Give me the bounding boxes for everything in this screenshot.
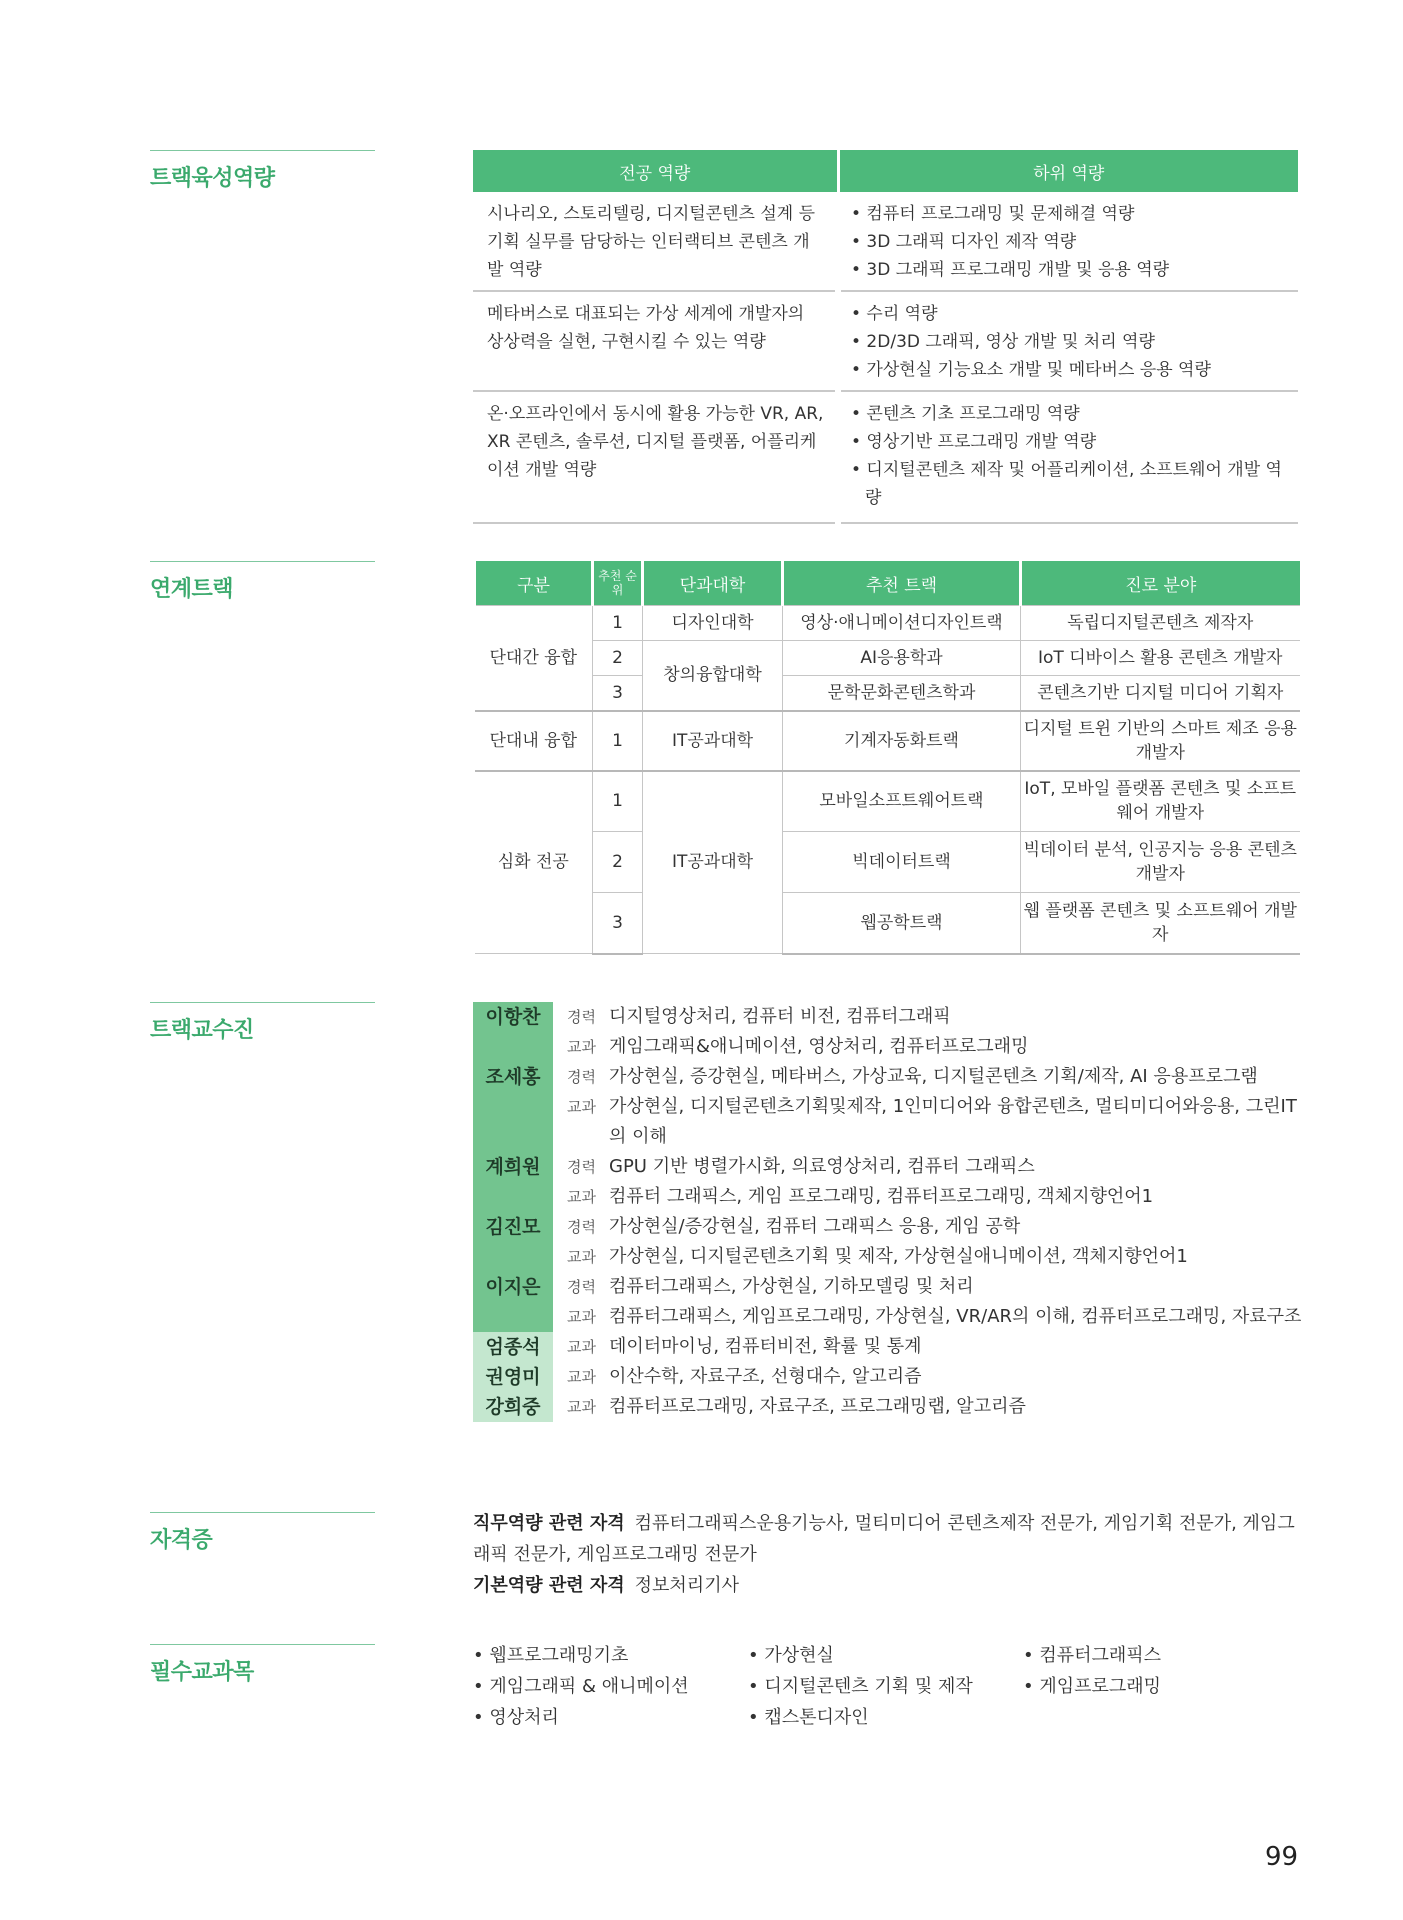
section-head-professors: 트랙교수진 bbox=[150, 1002, 375, 1044]
career-cell: IoT 디바이스 활용 콘텐츠 개발자 bbox=[1021, 641, 1300, 676]
category-cell: 단대간 융합 bbox=[475, 606, 593, 711]
job-cert-text: 컴퓨터그래픽스운용기능사, 멀티미디어 콘텐츠제작 전문가, 게임기획 전문가, 게임그래픽 전문가, 게임프로그래밍 전문가 bbox=[473, 1513, 1295, 1565]
linked-track-table bbox=[473, 561, 1300, 955]
category-cell: 단대내 융합 bbox=[475, 711, 593, 771]
header-category: 구분 bbox=[475, 561, 593, 606]
list-item: • 게임프로그래밍 bbox=[1023, 1676, 1162, 1697]
track-cell: 기계자동화트랙 bbox=[783, 711, 1021, 771]
certificates-block bbox=[473, 1508, 1303, 1601]
courses-label: 교과 bbox=[567, 1398, 596, 1416]
list-item: • 컴퓨터그래픽스 bbox=[1023, 1645, 1162, 1666]
page-number: 99 bbox=[1265, 1842, 1299, 1872]
header-career: 진로 분야 bbox=[1021, 561, 1300, 606]
career-cell: 웹 플랫폼 콘텐츠 및 소프트웨어 개발자 bbox=[1021, 893, 1300, 954]
rank-cell: 3 bbox=[593, 893, 643, 954]
table-row bbox=[473, 291, 1298, 391]
list-item: • 가상현실 bbox=[748, 1645, 834, 1666]
career-text: 디지털영상처리, 컴퓨터 비전, 컴퓨터그래픽 bbox=[609, 1006, 951, 1027]
courses-label: 교과 bbox=[567, 1038, 596, 1056]
professor-name: 계희원 bbox=[473, 1152, 553, 1212]
rank-cell: 1 bbox=[593, 606, 643, 641]
table-row bbox=[475, 832, 1300, 893]
table-row bbox=[475, 771, 1300, 832]
section-head-linked: 연계트랙 bbox=[150, 561, 375, 603]
courses-text: 게임그래픽&애니메이션, 영상처리, 컴퓨터프로그래밍 bbox=[609, 1036, 1029, 1057]
header-track: 추천 트랙 bbox=[783, 561, 1021, 606]
required-courses-list bbox=[473, 1640, 1303, 1733]
list-item: • 디지털콘텐츠 제작 및 어플리케이션, 소프트웨어 개발 역량 bbox=[851, 460, 1282, 508]
courses-text: 컴퓨터 그래픽스, 게임 프로그래밍, 컴퓨터프로그래밍, 객체지향언어1 bbox=[609, 1186, 1154, 1207]
college-cell: IT공과대학 bbox=[643, 771, 783, 954]
sub-competency-list bbox=[838, 192, 1298, 291]
career-cell: 디지털 트윈 기반의 스마트 제조 응용 개발자 bbox=[1021, 711, 1300, 771]
track-cell: AI응용학과 bbox=[783, 641, 1021, 676]
list-item: • 컴퓨터 프로그래밍 및 문제해결 역량 bbox=[851, 204, 1135, 224]
basic-cert-text: 정보처리기사 bbox=[634, 1575, 739, 1596]
category-cell: 심화 전공 bbox=[475, 771, 593, 954]
professor-row bbox=[473, 1152, 1313, 1212]
major-competency: 온·오프라인에서 동시에 활용 가능한 VR, AR, XR 콘텐츠, 솔루션, 디지털 플랫폼, 어플리케이션 개발 역량 bbox=[473, 391, 838, 523]
courses-text: 이산수학, 자료구조, 선형대수, 알고리즘 bbox=[609, 1366, 922, 1387]
track-cell: 빅데이터트랙 bbox=[783, 832, 1021, 893]
sub-competency-list bbox=[838, 391, 1298, 523]
list-item: • 가상현실 기능요소 개발 및 메타버스 응용 역량 bbox=[851, 360, 1211, 380]
professor-name: 강희중 bbox=[473, 1392, 553, 1422]
career-label: 경력 bbox=[567, 1278, 596, 1296]
courses-label: 교과 bbox=[567, 1308, 596, 1326]
table-row bbox=[475, 893, 1300, 954]
sub-competency-list bbox=[838, 291, 1298, 391]
table-row bbox=[475, 606, 1300, 641]
professor-row bbox=[473, 1212, 1313, 1272]
career-label: 경력 bbox=[567, 1218, 596, 1236]
list-item: • 영상처리 bbox=[473, 1707, 559, 1728]
professor-row bbox=[473, 1332, 1313, 1362]
track-cell: 웹공학트랙 bbox=[783, 893, 1021, 954]
professor-name: 이항찬 bbox=[473, 1002, 553, 1062]
major-competency: 시나리오, 스토리텔링, 디지털콘텐츠 설계 등 기획 실무를 담당하는 인터랙티브 콘텐츠 개발 역량 bbox=[473, 192, 838, 291]
career-text: 가상현실, 증강현실, 메타버스, 가상교육, 디지털콘텐츠 기획/제작, AI 응용프로그램 bbox=[609, 1066, 1258, 1087]
table-row bbox=[475, 711, 1300, 771]
courses-text: 컴퓨터프로그래밍, 자료구조, 프로그래밍랩, 알고리즘 bbox=[609, 1396, 1026, 1417]
courses-label: 교과 bbox=[567, 1368, 596, 1386]
college-cell: 디자인대학 bbox=[643, 606, 783, 641]
professor-name: 조세홍 bbox=[473, 1062, 553, 1152]
professor-row bbox=[473, 1272, 1313, 1332]
table-row bbox=[473, 391, 1298, 523]
list-item: • 캡스톤디자인 bbox=[748, 1707, 869, 1728]
competency-table bbox=[473, 150, 1298, 524]
career-label: 경력 bbox=[567, 1158, 596, 1176]
list-item: • 웹프로그래밍기초 bbox=[473, 1645, 629, 1666]
table-row bbox=[473, 192, 1298, 291]
college-cell: 창의융합대학 bbox=[643, 641, 783, 711]
list-item: • 3D 그래픽 프로그래밍 개발 및 응용 역량 bbox=[851, 260, 1170, 280]
courses-text: 데이터마이닝, 컴퓨터비전, 확률 및 통계 bbox=[609, 1336, 922, 1357]
professor-name: 이지은 bbox=[473, 1272, 553, 1332]
major-competency: 메타버스로 대표되는 가상 세계에 개발자의 상상력을 실현, 구현시킬 수 있는 역량 bbox=[473, 291, 838, 391]
rank-cell: 1 bbox=[593, 771, 643, 832]
college-cell: IT공과대학 bbox=[643, 711, 783, 771]
table-row bbox=[475, 676, 1300, 711]
list-item: • 3D 그래픽 디자인 제작 역량 bbox=[851, 232, 1077, 252]
job-cert-label: 직무역량 관련 자격 bbox=[473, 1513, 625, 1534]
list-item: • 디지털콘텐츠 기획 및 제작 bbox=[748, 1676, 973, 1697]
list-item: • 콘텐츠 기초 프로그래밍 역량 bbox=[851, 404, 1080, 424]
courses-text: 컴퓨터그래픽스, 게임프로그래밍, 가상현실, VR/AR의 이해, 컴퓨터프로그래밍, 자료구조 bbox=[609, 1306, 1302, 1327]
track-cell: 문학문화콘텐츠학과 bbox=[783, 676, 1021, 711]
courses-text: 가상현실, 디지털콘텐츠기획및제작, 1인미디어와 융합콘텐츠, 멀티미디어와응용, 그린IT의 이해 bbox=[609, 1096, 1297, 1147]
track-cell: 영상·애니메이션디자인트랙 bbox=[783, 606, 1021, 641]
section-head-competency: 트랙육성역량 bbox=[150, 150, 375, 192]
courses-label: 교과 bbox=[567, 1188, 596, 1206]
list-item: • 영상기반 프로그래밍 개발 역량 bbox=[851, 432, 1097, 452]
professor-name: 김진모 bbox=[473, 1212, 553, 1272]
list-item: • 2D/3D 그래픽, 영상 개발 및 처리 역량 bbox=[851, 332, 1155, 352]
professor-name: 엄종석 bbox=[473, 1332, 553, 1362]
header-major: 전공 역량 bbox=[473, 150, 838, 192]
section-head-required: 필수교과목 bbox=[150, 1644, 375, 1686]
professor-list bbox=[473, 1002, 1313, 1422]
section-head-certificates: 자격증 bbox=[150, 1512, 375, 1554]
header-college: 단과대학 bbox=[643, 561, 783, 606]
rank-cell: 3 bbox=[593, 676, 643, 711]
career-cell: 콘텐츠기반 디지털 미디어 기획자 bbox=[1021, 676, 1300, 711]
career-text: 컴퓨터그래픽스, 가상현실, 기하모델링 및 처리 bbox=[609, 1276, 974, 1297]
career-label: 경력 bbox=[567, 1068, 596, 1086]
table-row bbox=[475, 641, 1300, 676]
career-cell: IoT, 모바일 플랫폼 콘텐츠 및 소프트웨어 개발자 bbox=[1021, 771, 1300, 832]
basic-cert-label: 기본역량 관련 자격 bbox=[473, 1575, 625, 1596]
header-sub: 하위 역량 bbox=[838, 150, 1298, 192]
courses-label: 교과 bbox=[567, 1248, 596, 1266]
career-label: 경력 bbox=[567, 1008, 596, 1026]
professor-row bbox=[473, 1062, 1313, 1152]
career-cell: 빅데이터 분석, 인공지능 응용 콘텐츠 개발자 bbox=[1021, 832, 1300, 893]
list-item: • 수리 역량 bbox=[851, 304, 938, 324]
header-rank: 추천 순위 bbox=[593, 561, 643, 606]
courses-label: 교과 bbox=[567, 1338, 596, 1356]
career-text: GPU 기반 병렬가시화, 의료영상처리, 컴퓨터 그래픽스 bbox=[609, 1156, 1035, 1177]
courses-text: 가상현실, 디지털콘텐츠기획 및 제작, 가상현실애니메이션, 객체지향언어1 bbox=[609, 1246, 1188, 1267]
professor-row bbox=[473, 1392, 1313, 1422]
professor-name: 권영미 bbox=[473, 1362, 553, 1392]
courses-label: 교과 bbox=[567, 1098, 596, 1116]
career-cell: 독립디지털콘텐츠 제작자 bbox=[1021, 606, 1300, 641]
rank-cell: 2 bbox=[593, 832, 643, 893]
rank-cell: 2 bbox=[593, 641, 643, 676]
rank-cell: 1 bbox=[593, 711, 643, 771]
professor-row bbox=[473, 1362, 1313, 1392]
list-item: • 게임그래픽 & 애니메이션 bbox=[473, 1676, 689, 1697]
professor-row bbox=[473, 1002, 1313, 1062]
career-text: 가상현실/증강현실, 컴퓨터 그래픽스 응용, 게임 공학 bbox=[609, 1216, 1021, 1237]
track-cell: 모바일소프트웨어트랙 bbox=[783, 771, 1021, 832]
